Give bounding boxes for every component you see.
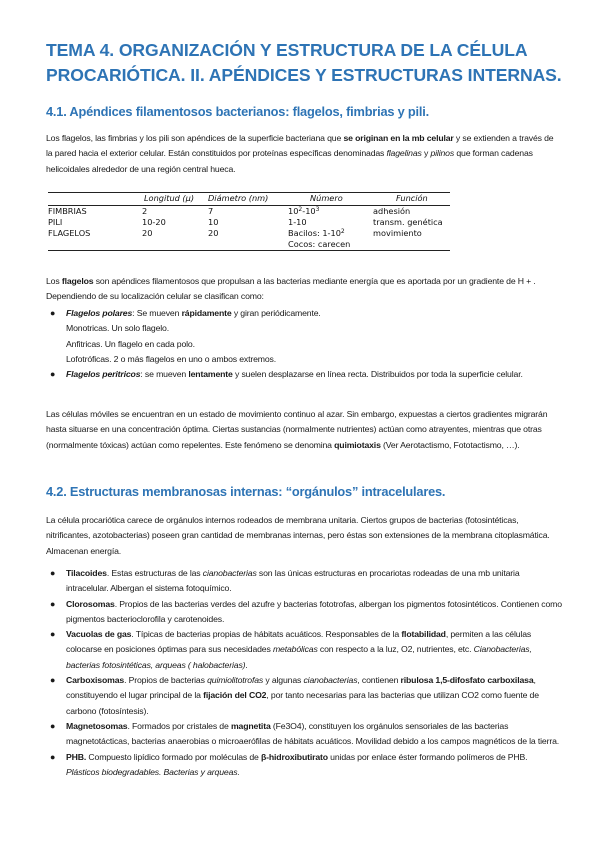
bullet-icon: ● [50, 308, 56, 318]
organelle-list [46, 566, 562, 780]
header-numero: Número [310, 193, 343, 203]
table-header-row [48, 192, 450, 206]
paragraph-quimiotaxis: Las células móviles se encuentran en un estado de movimiento continuo al azar. Sin embargo, expuestas a ciertos gradientes migrarán hasta situarse en una concentración óptima. Ciertas sustancias (normalmente nutrientes) actúan como atrayentes, mientras que otras (normalmente tóxicas) actúan como repelentes. Este fenómeno se denomina quimiotaxis (Ver Aerotactismo, Fototactismo, …). [46, 409, 548, 450]
list-item-tilacoides: ● Tilacoides. Estas estructuras de las cianobacterias son las únicas estructuras en procariotas rodeadas de una mb unitaria intracelular. Albergan el sistema fotoquímico. [50, 568, 520, 594]
list-item-phb: ● PHB. Compuesto lipídico formado por moléculas de β-hidroxibutirato unidas por enlace éster formando polímeros de PHB. Plásticos biodegradables. Bacterias y arqueas. [50, 751, 528, 777]
list-item-magnetosomas: ● Magnetosomas. Formados por cristales de magnetita (Fe3O4), constituyen los orgánulos sensoriales de las bacterias magnetotácticas, bacterias anaerobias o microaerófilas de hábitats acuáticos. Movilidad debido a los campos magnéticos de la tierra. [50, 720, 560, 747]
header-funcion: Función [396, 193, 428, 203]
list-item-vacuolas: ● Vacuolas de gas. Típicas de bacterias propias de hábitats acuáticos. Responsables de la flotabilidad, permiten a las células colocarse en posiciones óptimas para sus necesidades metabólicas con respecto a la luz, O2, nutrientes, etc. Cianobacterias, bacterias fotosintéticas, arqueas ( halobacterias). [50, 629, 532, 670]
sub-item: Anfitricas. Un flagelo en cada polo. [66, 338, 195, 349]
bullet-icon: ● [50, 720, 56, 731]
bullet-icon: ● [50, 629, 56, 640]
list-item-clorosomas: ● Clorosomas. Propios de las bacterias verdes del azufre y bacterias fototrofas, albergan los pigmentos fotosintéticos. Contienen como pigmentos bacterioclorofila y carotenoides. [50, 598, 562, 624]
header-longitud: Longitud (μ) [144, 193, 195, 203]
flagella-type-list [46, 306, 562, 382]
table-row: FIMBRIAS 2 7 $10^2-10^3$ adhesión [48, 206, 411, 216]
list-item-carboxisomas: ● Carboxisomas. Propios de bacterias quimiolitotrofas y algunas cianobacterias, contienen ribulosa 1,5-difosfato carboxilasa, constituyendo el lugar principal de la fijación del CO2, por tanto necesarias para las bacterias que utilizan CO2 como fuente de carbono (fotosíntesis). [50, 675, 539, 716]
bullet-icon: ● [50, 369, 56, 380]
page-title: TEMA 4. ORGANIZACIÓN Y ESTRUCTURA DE LA CÉLULA PROCARIÓTICA. II. APÉNDICES Y ESTRUCTURAS INTERNAS. [46, 40, 562, 85]
list-item: ● Flagelos peritricos: se mueven lentamente y suelen desplazarse en línea recta. Distribuidos por toda la superficie celular. [46, 367, 562, 382]
sub-item: Monotricas. Un solo flagelo. [66, 323, 169, 334]
bullet-icon: ● [50, 568, 56, 578]
table-row: Cocos: carecen [48, 239, 450, 251]
table-row: FLAGELOS 20 20 Bacilos: $1-10^2$ movimiento [48, 228, 422, 238]
section-heading-4-2: 4.2. Estructuras membranosas internas: “orgánulos” intracelulares. [46, 484, 446, 499]
sub-item: Lofotróficas. 2 o más flagelos en uno o ambos extremos. [66, 353, 277, 364]
header-diametro: Diámetro (nm) [208, 193, 269, 203]
appendages-table [48, 192, 450, 251]
bullet-icon: ● [50, 598, 56, 609]
paragraph-intro-apendices: Los flagelos, las fimbrias y los pili son apéndices de la superficie bacteriana que se originan en la mb celular y se extienden a través de la pared hacia el exterior celular. Están constituidos por proteínas específicas denominadas flagelinas y pilinos que forman cadenas helicoidales alrededor de una región central hueca. [46, 133, 554, 174]
list-item: ● Flagelos polares: Se mueven rápidamente y giran periódicamente. Monotricas. Un solo flagelo. Anfitricas. Un flagelo en cada polo. Lofotróficas. 2 o más flagelos en uno o ambos extremos. [46, 306, 562, 367]
table-row: PILI 10-20 10 1-10 transm. genética [48, 217, 443, 227]
section-heading-4-1: 4.1. Apéndices filamentosos bacterianos: flagelos, fimbrias y pili. [46, 104, 429, 119]
paragraph-intro-organulos: La célula procariótica carece de orgánulos internos rodeados de membrana unitaria. Ciertos grupos de bacterias (fotosintéticas, nitrificantes, azotobacterias) poseen gran cantidad de membranas internas, pero éstas son extensiones de la membrana citoplasmática. Almacenan energía. [46, 515, 550, 556]
paragraph-flagelos: Los flagelos son apéndices filamentosos que propulsan a las bacterias mediante energía que es aportada por un gradiente de H + . Dependiendo de su localización celular se clasifican como: [46, 276, 536, 302]
bullet-icon: ● [50, 675, 56, 686]
bullet-icon: ● [50, 751, 56, 762]
